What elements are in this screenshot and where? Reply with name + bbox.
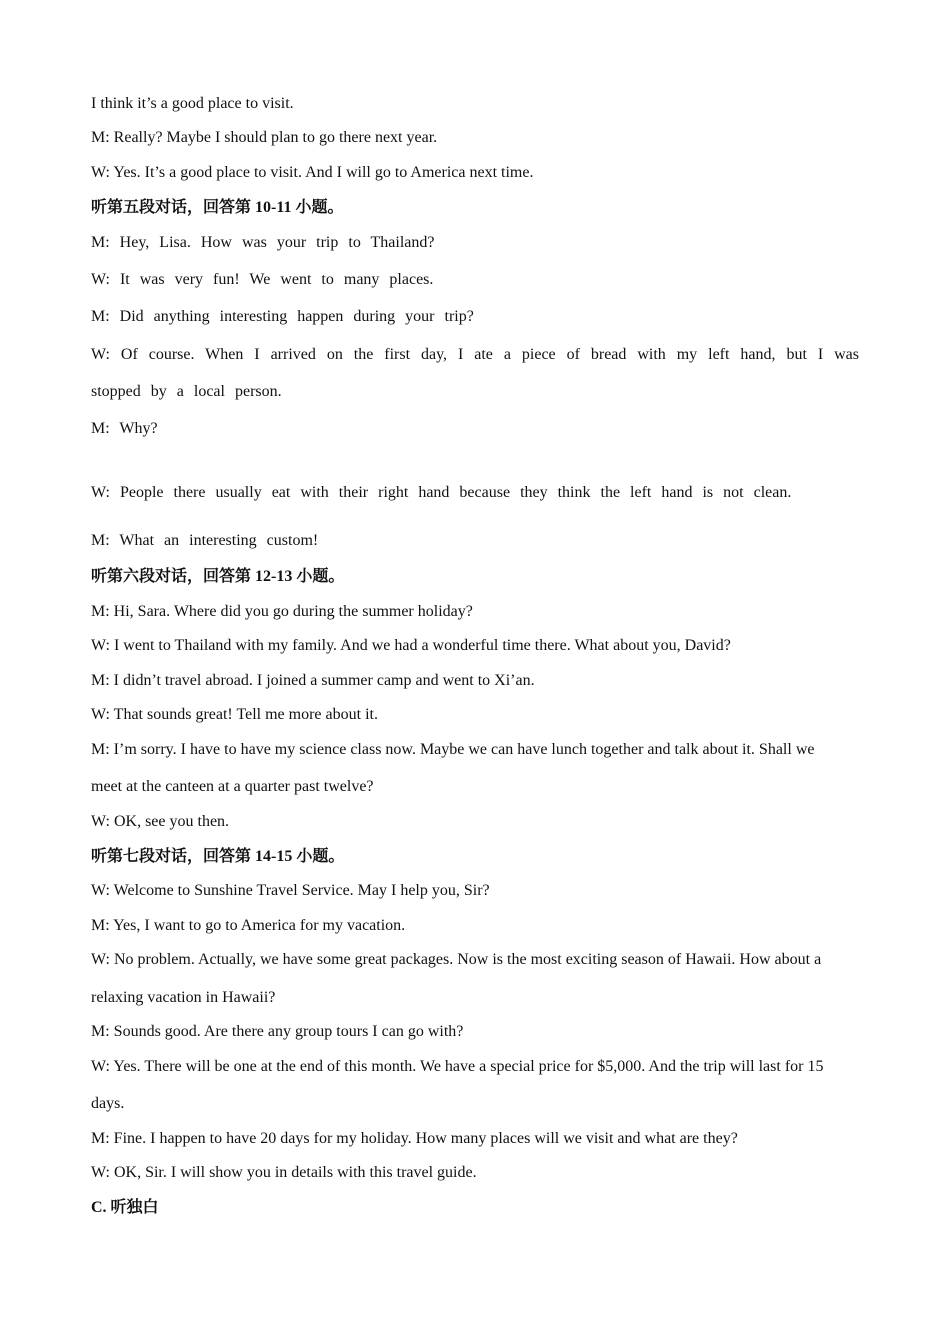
text-line: W: OK, Sir. I will show you in details with this travel guide. (91, 1164, 477, 1181)
text-line: M: Did anything interesting happen during your trip? (91, 308, 474, 325)
text-line: M: What an interesting custom! (91, 532, 319, 549)
section-heading-5: 听第五段对话，回答第 10-11 小题。 (91, 199, 344, 216)
text-line: I think it’s a good place to visit. (91, 95, 294, 112)
section-heading-c: C. 听独白 (91, 1199, 159, 1216)
text-line: M: Fine. I happen to have 20 days for my holiday. How many places will we visit and what are they? (91, 1130, 738, 1147)
section-heading-7: 听第七段对话，回答第 14-15 小题。 (91, 848, 345, 865)
text-line: W: Welcome to Sunshine Travel Service. May I help you, Sir? (91, 882, 490, 899)
text-line: days. (91, 1095, 125, 1112)
text-line: W: Yes. It’s a good place to visit. And I will go to America next time. (91, 164, 534, 181)
text-line: W: OK, see you then. (91, 813, 230, 830)
text-line: M: Sounds good. Are there any group tours I can go with? (91, 1023, 464, 1040)
text-line: M: Hi, Sara. Where did you go during the summer holiday? (91, 603, 473, 620)
text-line: W: That sounds great! Tell me more about it. (91, 706, 378, 723)
text-line: M: I’m sorry. I have to have my science class now. Maybe we can have lunch together and talk about it. Shall we (91, 741, 815, 758)
text-line: M: Really? Maybe I should plan to go there next year. (91, 129, 438, 146)
text-line: W: Of course. When I arrived on the first day, I ate a piece of bread with my left hand, but I was (91, 346, 859, 363)
text-line: W: No problem. Actually, we have some great packages. Now is the most exciting season of Hawaii. How about a (91, 951, 822, 968)
text-line: M: Hey, Lisa. How was your trip to Thailand? (91, 234, 435, 251)
section-heading-6: 听第六段对话，回答第 12-13 小题。 (91, 568, 345, 585)
text-line: M: Yes, I want to go to America for my vacation. (91, 917, 406, 934)
text-line: W: People there usually eat with their right hand because they think the left hand is not clean. (91, 484, 792, 501)
text-line: W: Yes. There will be one at the end of this month. We have a special price for $5,000. And the trip will last for 15 (91, 1058, 824, 1075)
text-line: stopped by a local person. (91, 383, 282, 400)
text-line: M: I didn’t travel abroad. I joined a summer camp and went to Xi’an. (91, 672, 535, 689)
text-line: W: I went to Thailand with my family. And we had a wonderful time there. What about you, David? (91, 637, 731, 654)
text-line: M: Why? (91, 420, 158, 437)
text-line: relaxing vacation in Hawaii? (91, 989, 276, 1006)
text-line: meet at the canteen at a quarter past twelve? (91, 778, 374, 795)
text-line: W: It was very fun! We went to many places. (91, 271, 434, 288)
